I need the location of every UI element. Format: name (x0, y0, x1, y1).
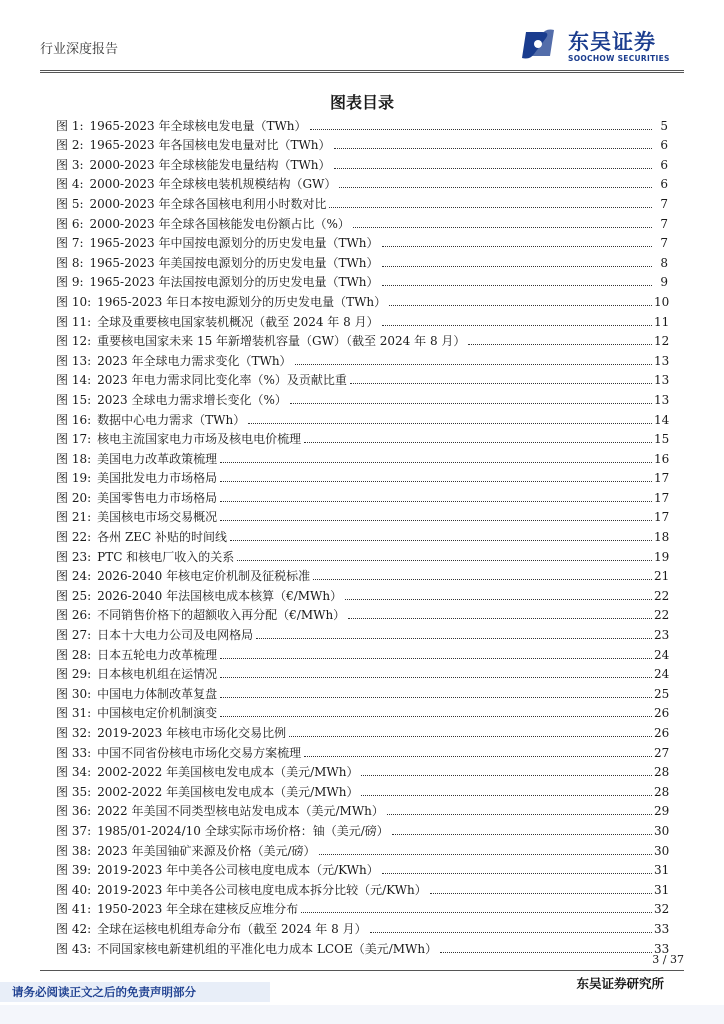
toc-dot-leader (220, 697, 652, 698)
toc-dot-leader (353, 227, 652, 228)
toc-dot-leader (334, 148, 652, 149)
toc-entry-page: 28 (654, 765, 670, 780)
toc-entry-page: 24 (654, 647, 670, 662)
toc-entry-number: 图 36: (56, 804, 92, 819)
brand-logo (516, 24, 686, 68)
toc-entry-title: 2000-2023 年全球核电装机规模结构（GW） (89, 177, 337, 192)
toc-entry[interactable] (56, 387, 668, 407)
research-institute-name: 东吴证券研究所 (576, 976, 664, 991)
toc-entry-page: 24 (654, 667, 670, 682)
toc-entry-number: 图 34: (56, 765, 92, 780)
footer-band (0, 1005, 724, 1024)
toc-entry[interactable] (56, 916, 668, 936)
toc-entry-number: 图 18: (56, 451, 92, 466)
toc-dot-leader (339, 187, 652, 188)
toc-entry-number: 图 6: (56, 216, 84, 231)
toc-entry-page: 17 (654, 510, 670, 525)
toc-entry[interactable] (56, 231, 668, 251)
toc-entry[interactable] (56, 701, 668, 721)
toc-entry-title: 1965-2023 年法国按电源划分的历史发电量（TWh） (89, 275, 379, 290)
toc-entry[interactable] (56, 113, 668, 133)
toc-entry[interactable] (56, 681, 668, 701)
toc-entry[interactable] (56, 897, 668, 917)
toc-entry[interactable] (56, 211, 668, 231)
toc-dot-leader (290, 403, 652, 404)
toc-entry-title: 2023 年美国铀矿来源及价格（美元/磅） (97, 843, 316, 858)
logo-chinese-name: 东吴证券 (568, 30, 656, 54)
toc-dot-leader (361, 775, 652, 776)
toc-entry-page: 30 (654, 843, 670, 858)
toc-entry[interactable] (56, 779, 668, 799)
toc-dot-leader (329, 207, 652, 208)
toc-dot-leader (382, 285, 652, 286)
toc-entry-number: 图 11: (56, 314, 92, 329)
toc-entry[interactable] (56, 622, 668, 642)
toc-dot-leader (382, 266, 652, 267)
toc-entry-number: 图 22: (56, 530, 92, 545)
toc-dot-leader (334, 168, 652, 169)
toc-entry-number: 图 37: (56, 823, 92, 838)
toc-entry[interactable] (56, 838, 668, 858)
toc-dot-leader (301, 912, 652, 913)
page-number: 3 / 37 (652, 953, 684, 966)
toc-entry-title: 2026-2040 年核电定价机制及征税标准 (97, 569, 311, 584)
toc-dot-leader (237, 560, 652, 561)
toc-dot-leader (220, 658, 652, 659)
toc-entry[interactable] (56, 603, 668, 623)
toc-entry-number: 图 20: (56, 490, 92, 505)
toc-entry-page: 32 (654, 902, 670, 917)
toc-entry-number: 图 33: (56, 745, 92, 760)
toc-entry-number: 图 19: (56, 471, 92, 486)
toc-entry-page: 7 (660, 196, 668, 211)
toc-entry-title: 核电主流国家电力市场及核电电价梳理 (97, 432, 302, 447)
toc-entry[interactable] (56, 329, 668, 349)
toc-entry-page: 10 (654, 294, 670, 309)
toc-entry-number: 图 35: (56, 784, 92, 799)
toc-entry-page: 8 (660, 255, 668, 270)
toc-entry-title: 1965-2023 年美国按电源划分的历史发电量（TWh） (89, 255, 379, 270)
toc-entry-title: 美国电力改革政策梳理 (97, 451, 218, 466)
toc-entry-number: 图 4: (56, 177, 84, 192)
toc-entry-title: 1965-2023 年中国按电源划分的历史发电量（TWh） (89, 236, 379, 251)
toc-entry-page: 26 (654, 706, 670, 721)
toc-entry-title: PTC 和核电厂收入的关系 (97, 549, 235, 564)
toc-dot-leader (256, 638, 652, 639)
toc-dot-leader (430, 893, 652, 894)
toc-entry-number: 图 27: (56, 628, 92, 643)
toc-entry[interactable] (56, 427, 668, 447)
toc-entry-title: 2000-2023 年全球各国核电利用小时数对比 (89, 196, 327, 211)
toc-entry[interactable] (56, 564, 668, 584)
toc-entry-page: 11 (654, 314, 670, 329)
toc-entry-number: 图 5: (56, 196, 84, 211)
toc-entry-title: 中国电力体制改革复盘 (97, 686, 218, 701)
toc-entry-number: 图 24: (56, 569, 92, 584)
toc-entry-title: 美国批发电力市场格局 (97, 471, 218, 486)
toc-dot-leader (392, 834, 652, 835)
toc-dot-leader (230, 540, 652, 541)
toc-entry-title: 不同销售价格下的超额收入再分配（€/MWh） (97, 608, 346, 623)
toc-entry-title: 不同国家核电新建机组的平准化电力成本 LCOE（美元/MWh） (97, 941, 438, 956)
toc-entry-title: 美国核电市场交易概况 (97, 510, 218, 525)
toc-entry-number: 图 2: (56, 138, 84, 153)
toc-entry-title: 2002-2022 年美国核电发电成本（美元/MWh） (97, 784, 359, 799)
logo-english-name: SOOCHOW SECURITIES (568, 54, 670, 63)
toc-entry[interactable] (56, 877, 668, 897)
toc-entry-number: 图 16: (56, 412, 92, 427)
toc-entry-page: 7 (660, 236, 668, 251)
toc-entry[interactable] (56, 152, 668, 172)
toc-entry[interactable] (56, 936, 668, 956)
toc-entry-title: 中国不同省份核电市场化交易方案梳理 (97, 745, 302, 760)
toc-dot-leader (295, 364, 652, 365)
toc-entry-number: 图 32: (56, 726, 92, 740)
toc-entry-number: 图 30: (56, 686, 92, 701)
toc-dot-leader (348, 618, 652, 619)
toc-entry[interactable] (56, 407, 668, 427)
toc-entry[interactable] (56, 662, 668, 682)
toc-dot-leader (382, 246, 652, 247)
toc-entry-number: 图 25: (56, 588, 92, 603)
toc-entry-page: 6 (660, 138, 668, 153)
toc-entry-page: 13 (654, 353, 670, 368)
toc-entry-number: 图 8: (56, 255, 84, 270)
toc-dot-leader (382, 873, 652, 874)
toc-entry-title: 1965-2023 年全球核电发电量（TWh） (89, 118, 307, 133)
toc-entry-number: 图 10: (56, 294, 92, 309)
toc-dot-leader (370, 932, 652, 933)
toc-entry-page: 14 (654, 412, 670, 427)
toc-entry[interactable] (56, 309, 668, 329)
toc-dot-leader (345, 599, 652, 600)
toc-entry-page: 30 (654, 823, 670, 838)
toc-dot-leader (248, 423, 652, 424)
toc-entry[interactable] (56, 250, 668, 270)
toc-entry[interactable] (56, 720, 668, 740)
toc-dot-leader (220, 462, 652, 463)
toc-entry-page: 17 (654, 471, 670, 486)
toc-entry-title: 2022 年美国不同类型核电站发电成本（美元/MWh） (97, 804, 384, 819)
toc-dot-leader (361, 795, 652, 796)
toc-entry-number: 图 9: (56, 275, 84, 290)
toc-dot-leader (289, 736, 652, 737)
toc-entry-title: 1965-2023 年各国核电发电量对比（TWh） (89, 138, 331, 153)
toc-entry-page: 5 (660, 118, 668, 133)
toc-entry-title: 中国核电定价机制演变 (97, 706, 218, 721)
toc-entry-title: 1965-2023 年日本按电源划分的历史发电量（TWh） (97, 294, 387, 309)
toc-entry-title: 全球在运核电机组寿命分布（截至 2024 年 8 月） (97, 921, 367, 936)
toc-entry-page: 31 (654, 863, 670, 878)
toc-entry[interactable] (56, 818, 668, 838)
toc-entry-page: 12 (654, 334, 670, 349)
toc-dot-leader (440, 952, 652, 953)
toc-entry-number: 图 14: (56, 373, 92, 388)
toc-entry[interactable] (56, 642, 668, 662)
toc-entry-page: 33 (654, 921, 670, 936)
toc-entry-title: 1950-2023 年全球在建核反应堆分布 (97, 902, 299, 917)
toc-entry-title: 2002-2022 年美国核电发电成本（美元/MWh） (97, 765, 359, 780)
toc-entry-page: 16 (654, 451, 670, 466)
toc-entry-title: 2000-2023 年全球核能发电量结构（TWh） (89, 157, 331, 172)
toc-entry-title: 2023 年全球电力需求变化（TWh） (97, 353, 292, 368)
toc-entry[interactable] (56, 583, 668, 603)
toc-entry-title: 2023 全球电力需求增长变化（%） (97, 392, 287, 407)
toc-entry-number: 图 21: (56, 510, 92, 525)
toc-entry[interactable] (56, 505, 668, 525)
toc-entry-page: 22 (654, 588, 670, 603)
toc-entry[interactable] (56, 524, 668, 544)
toc-entry[interactable] (56, 799, 668, 819)
toc-entry-number: 图 41: (56, 902, 92, 917)
toc-dot-leader (220, 677, 652, 678)
toc-dot-leader (350, 383, 652, 384)
toc-entry-number: 图 15: (56, 392, 92, 407)
toc-entry[interactable] (56, 172, 668, 192)
toc-entry[interactable] (56, 270, 668, 290)
toc-entry-page: 13 (654, 373, 670, 388)
toc-entry-number: 图 39: (56, 863, 92, 878)
toc-entry-number: 图 3: (56, 157, 84, 172)
toc-entry-title: 日本十大电力公司及电网格局 (97, 628, 254, 643)
toc-entry-title: 日本五轮电力改革梳理 (97, 647, 218, 662)
toc-entry-title: 数据中心电力需求（TWh） (97, 412, 246, 427)
toc-entry-title: 2019-2023 年中美各公司核电度电成本（元/KWh） (97, 863, 379, 878)
toc-dot-leader (220, 501, 652, 502)
toc-entry[interactable] (56, 740, 668, 760)
toc-entry-page: 23 (654, 628, 670, 643)
toc-entry[interactable] (56, 466, 668, 486)
footer-divider (40, 970, 684, 971)
toc-dot-leader (319, 854, 652, 855)
toc-entry-number: 图 1: (56, 118, 84, 133)
toc-entry-page: 6 (660, 157, 668, 172)
toc-entry-page: 21 (654, 569, 670, 584)
toc-entry-page: 17 (654, 490, 670, 505)
toc-entry[interactable] (56, 858, 668, 878)
toc-entry-number: 图 38: (56, 843, 92, 858)
toc-entry-number: 图 28: (56, 647, 92, 662)
toc-entry-number: 图 29: (56, 667, 92, 682)
toc-entry-page: 29 (654, 804, 670, 819)
toc-entry-page: 31 (654, 882, 670, 897)
toc-entry-page: 9 (660, 275, 668, 290)
toc-entry-title: 2026-2040 年法国核电成本核算（€/MWh） (97, 588, 343, 603)
toc-dot-leader (310, 129, 652, 130)
toc-entry-title: 2019-2023 年中美各公司核电度电成本拆分比较（元/KWh） (97, 882, 427, 897)
toc-entry-title: 2000-2023 年全球各国核能发电份额占比（%） (89, 216, 350, 231)
toc-entry-page: 19 (654, 549, 670, 564)
toc-dot-leader (220, 481, 652, 482)
header-divider-secondary (40, 72, 684, 73)
toc-entry-title: 日本核电机组在运情况 (97, 667, 218, 682)
toc-entry[interactable] (56, 544, 668, 564)
toc-entry-title: 重要核电国家未来 15 年新增装机容量（GW）（截至 2024 年 8 月） (97, 334, 466, 349)
toc-entry-number: 图 17: (56, 432, 92, 447)
report-type-label: 行业深度报告 (40, 42, 119, 57)
toc-entry-page: 26 (654, 726, 670, 740)
toc-entry-page: 15 (654, 432, 670, 447)
toc-dot-leader (220, 716, 652, 717)
toc-entry-title: 全球及重要核电国家装机概况（截至 2024 年 8 月） (97, 314, 379, 329)
toc-dot-leader (220, 520, 652, 521)
toc-entry-page: 28 (654, 784, 670, 799)
toc-entry-title: 美国零售电力市场格局 (97, 490, 218, 505)
toc-entry-title: 各州 ZEC 补贴的时间线 (97, 530, 228, 545)
toc-entry-title: 2023 年电力需求同比变化率（%）及贡献比重 (97, 373, 347, 388)
toc-entry-number: 图 40: (56, 882, 92, 897)
table-of-figures (56, 113, 668, 956)
toc-entry-number: 图 7: (56, 236, 84, 251)
toc-entry-page: 6 (660, 177, 668, 192)
toc-entry-title: 1985/01-2024/10 全球实际市场价格：铀（美元/磅） (97, 823, 389, 838)
toc-entry-number: 图 43: (56, 941, 92, 956)
toc-dot-leader (389, 305, 652, 306)
toc-entry-page: 27 (654, 745, 670, 760)
toc-entry-number: 图 26: (56, 608, 92, 623)
toc-title: 图表目录 (329, 93, 394, 112)
toc-dot-leader (382, 325, 652, 326)
toc-entry-number: 图 12: (56, 334, 92, 349)
toc-entry[interactable] (56, 485, 668, 505)
toc-entry[interactable] (56, 289, 668, 309)
toc-dot-leader (304, 442, 652, 443)
toc-entry-number: 图 23: (56, 549, 92, 564)
toc-entry-page: 18 (654, 530, 670, 545)
toc-entry[interactable] (56, 348, 668, 368)
toc-entry-page: 22 (654, 608, 670, 623)
toc-dot-leader (387, 814, 652, 815)
toc-entry[interactable] (56, 191, 668, 211)
toc-entry-page: 33 (654, 941, 670, 956)
toc-entry[interactable] (56, 446, 668, 466)
toc-entry[interactable] (56, 133, 668, 153)
toc-dot-leader (313, 579, 652, 580)
toc-entry[interactable] (56, 368, 668, 388)
toc-entry-page: 25 (654, 686, 670, 701)
disclaimer-note: 请务必阅读正文之后的免责声明部分 (0, 982, 270, 1002)
toc-dot-leader (468, 344, 652, 345)
toc-entry-title: 2019-2023 年核电市场化交易比例 (97, 726, 287, 740)
toc-entry-number: 图 42: (56, 921, 92, 936)
header-divider (40, 70, 684, 71)
toc-entry-page: 13 (654, 392, 670, 407)
toc-entry[interactable] (56, 760, 668, 780)
toc-entry-number: 图 31: (56, 706, 92, 721)
toc-entry-page: 7 (660, 216, 668, 231)
toc-entry-number: 图 13: (56, 353, 92, 368)
toc-dot-leader (304, 756, 652, 757)
logo-mark-icon (516, 24, 560, 64)
